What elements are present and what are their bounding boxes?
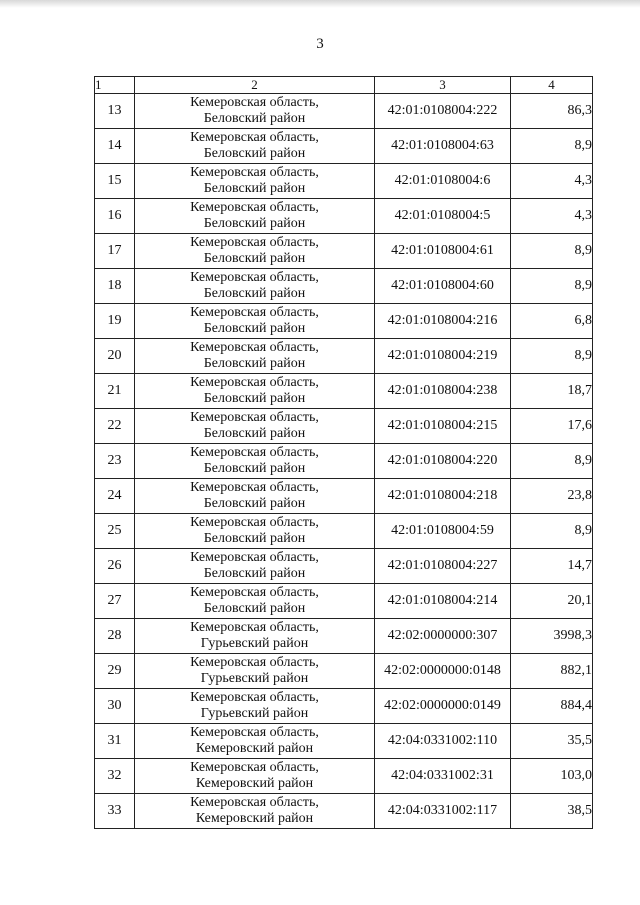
row-number-cell: 30 [95,689,135,724]
area-value-cell: 8,9 [511,234,593,269]
region-line-district: Беловский район [203,181,306,196]
region-line-district: Беловский район [203,496,306,511]
table-header-row [95,77,593,94]
region-cell [135,794,375,829]
row-number-cell: 22 [95,409,135,444]
region-cell [135,689,375,724]
region-cell [135,549,375,584]
region-cell [135,94,375,129]
table-row [95,619,593,654]
table-row [95,234,593,269]
region-line-oblast: Кемеровская область, [190,200,319,215]
area-value-cell: 20,1 [511,584,593,619]
region-line-oblast: Кемеровская область, [190,375,319,390]
cadastral-number-cell: 42:04:0331002:31 [375,759,511,794]
row-number-cell: 32 [95,759,135,794]
cadastral-number-cell: 42:04:0331002:117 [375,794,511,829]
region-line-district: Беловский район [203,461,306,476]
table-row [95,94,593,129]
cadastral-number-cell: 42:01:0108004:5 [375,199,511,234]
region-line-district: Беловский район [203,531,306,546]
cadastral-number-cell: 42:01:0108004:60 [375,269,511,304]
cadastral-number-cell: 42:01:0108004:215 [375,409,511,444]
table-row [95,164,593,199]
area-value-cell: 6,8 [511,304,593,339]
cadastral-number-cell: 42:01:0108004:219 [375,339,511,374]
area-value-cell: 884,4 [511,689,593,724]
row-number-cell: 16 [95,199,135,234]
table-row [95,794,593,829]
region-line-district: Гурьевский район [200,706,309,721]
cadastral-number-cell: 42:01:0108004:6 [375,164,511,199]
region-line-district: Беловский район [203,356,306,371]
table-row [95,549,593,584]
table-row [95,584,593,619]
region-line-district: Беловский район [203,251,306,266]
region-line-oblast: Кемеровская область, [190,130,319,145]
region-line-district: Гурьевский район [200,671,309,686]
row-number-cell: 17 [95,234,135,269]
column-header-3: 3 [375,77,511,94]
row-number-cell: 33 [95,794,135,829]
area-value-cell: 8,9 [511,269,593,304]
area-value-cell: 17,6 [511,409,593,444]
row-number-cell: 27 [95,584,135,619]
row-number-cell: 19 [95,304,135,339]
table-body [95,94,593,829]
row-number-cell: 24 [95,479,135,514]
region-cell [135,514,375,549]
cadastral-number-cell: 42:01:0108004:220 [375,444,511,479]
cadastral-number-cell: 42:01:0108004:216 [375,304,511,339]
table-row [95,444,593,479]
area-value-cell: 3998,3 [511,619,593,654]
table-row [95,654,593,689]
page-number: 3 [316,36,324,52]
region-line-district: Кемеровский район [195,811,314,826]
table-row [95,339,593,374]
table-row [95,689,593,724]
region-cell [135,759,375,794]
cadastral-number-cell: 42:02:0000000:0148 [375,654,511,689]
region-cell [135,374,375,409]
region-line-oblast: Кемеровская область, [190,515,319,530]
region-line-district: Беловский район [203,286,306,301]
table-row [95,129,593,164]
region-line-oblast: Кемеровская область, [190,480,319,495]
region-cell [135,164,375,199]
row-number-cell: 15 [95,164,135,199]
region-cell [135,304,375,339]
cadastral-number-cell: 42:01:0108004:227 [375,549,511,584]
cadastral-number-cell: 42:01:0108004:63 [375,129,511,164]
table-row [95,724,593,759]
cadastral-number-cell: 42:01:0108004:59 [375,514,511,549]
table-row [95,514,593,549]
row-number-cell: 18 [95,269,135,304]
area-value-cell: 4,3 [511,199,593,234]
region-line-oblast: Кемеровская область, [190,760,319,775]
area-value-cell: 18,7 [511,374,593,409]
table-row [95,409,593,444]
cadastral-number-cell: 42:01:0108004:61 [375,234,511,269]
area-value-cell: 882,1 [511,654,593,689]
region-line-oblast: Кемеровская область, [190,270,319,285]
region-line-oblast: Кемеровская область, [190,690,319,705]
region-line-oblast: Кемеровская область, [190,445,319,460]
area-value-cell: 103,0 [511,759,593,794]
cadastral-number-cell: 42:02:0000000:0149 [375,689,511,724]
row-number-cell: 14 [95,129,135,164]
area-value-cell: 8,9 [511,514,593,549]
region-line-district: Гурьевский район [200,636,309,651]
region-cell [135,584,375,619]
region-line-oblast: Кемеровская область, [190,620,319,635]
table-row [95,759,593,794]
region-line-oblast: Кемеровская область, [190,305,319,320]
table-row [95,479,593,514]
region-line-oblast: Кемеровская область, [190,165,319,180]
cadastral-number-cell: 42:01:0108004:214 [375,584,511,619]
region-line-oblast: Кемеровская область, [190,585,319,600]
cadastral-number-cell: 42:04:0331002:110 [375,724,511,759]
region-line-oblast: Кемеровская область, [190,235,319,250]
cadastral-number-cell: 42:02:0000000:307 [375,619,511,654]
cadastral-number-cell: 42:01:0108004:222 [375,94,511,129]
region-line-oblast: Кемеровская область, [190,410,319,425]
region-line-oblast: Кемеровская область, [190,795,319,810]
scan-top-edge [0,0,640,8]
region-line-oblast: Кемеровская область, [190,550,319,565]
column-header-2: 2 [135,77,375,94]
area-value-cell: 8,9 [511,129,593,164]
column-header-1: 1 [95,77,135,94]
row-number-cell: 26 [95,549,135,584]
column-header-4: 4 [511,77,593,94]
region-cell [135,234,375,269]
region-line-district: Беловский район [203,146,306,161]
row-number-cell: 25 [95,514,135,549]
table-row [95,199,593,234]
row-number-cell: 20 [95,339,135,374]
region-line-district: Кемеровский район [195,741,314,756]
region-cell [135,724,375,759]
region-line-oblast: Кемеровская область, [190,340,319,355]
region-line-district: Беловский район [203,321,306,336]
region-line-district: Беловский район [203,216,306,231]
region-line-oblast: Кемеровская область, [190,725,319,740]
area-value-cell: 86,3 [511,94,593,129]
row-number-cell: 29 [95,654,135,689]
region-line-district: Кемеровский район [195,776,314,791]
row-number-cell: 23 [95,444,135,479]
region-line-district: Беловский район [203,566,306,581]
region-cell [135,339,375,374]
table-row [95,269,593,304]
region-cell [135,444,375,479]
region-cell [135,479,375,514]
region-line-district: Беловский район [203,111,306,126]
region-cell [135,129,375,164]
area-value-cell: 8,9 [511,339,593,374]
region-cell [135,409,375,444]
region-cell [135,619,375,654]
region-cell [135,269,375,304]
area-value-cell: 8,9 [511,444,593,479]
cadastral-number-cell: 42:01:0108004:238 [375,374,511,409]
area-value-cell: 23,8 [511,479,593,514]
land-plots-table [94,76,593,829]
row-number-cell: 28 [95,619,135,654]
row-number-cell: 13 [95,94,135,129]
row-number-cell: 21 [95,374,135,409]
area-value-cell: 14,7 [511,549,593,584]
table-row [95,304,593,339]
region-cell [135,654,375,689]
region-line-district: Беловский район [203,426,306,441]
region-line-oblast: Кемеровская область, [190,95,319,110]
table-row [95,374,593,409]
area-value-cell: 4,3 [511,164,593,199]
cadastral-number-cell: 42:01:0108004:218 [375,479,511,514]
region-line-district: Беловский район [203,391,306,406]
region-line-district: Беловский район [203,601,306,616]
area-value-cell: 35,5 [511,724,593,759]
region-cell [135,199,375,234]
region-line-oblast: Кемеровская область, [190,655,319,670]
area-value-cell: 38,5 [511,794,593,829]
row-number-cell: 31 [95,724,135,759]
